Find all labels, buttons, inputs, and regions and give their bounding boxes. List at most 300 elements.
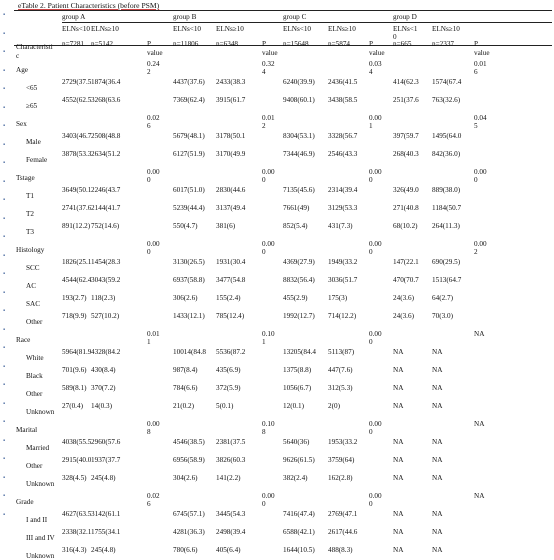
data-cell: NA <box>432 510 443 518</box>
data-cell: 690(29.5) <box>432 258 461 266</box>
data-cell: 589(8.1) <box>62 384 87 392</box>
p-value-header: P <box>474 40 478 48</box>
p-value: NA <box>474 330 485 338</box>
p-value: 0 <box>147 176 151 184</box>
category-label: Sex <box>16 120 27 128</box>
column-header: ELNs<1 <box>393 25 418 33</box>
data-cell: 3178(50.1 <box>216 132 246 140</box>
data-cell: 5(0.1) <box>216 402 234 410</box>
p-value-header: P <box>369 40 373 48</box>
data-cell: NA <box>432 438 443 446</box>
data-cell: 3129(53.3 <box>328 204 358 212</box>
data-cell: 4328(84.2 <box>91 348 121 356</box>
column-header: ELNs≥10 <box>216 25 244 33</box>
data-cell: 2915(40.0 <box>62 456 92 464</box>
p-value: 0.00 <box>369 492 382 500</box>
data-cell: 3438(58.5 <box>328 96 358 104</box>
margin-marker-icon: ▪ <box>3 308 6 314</box>
data-cell: 431(7.3) <box>328 222 353 230</box>
data-cell: 3036(51.7 <box>328 276 358 284</box>
p-value: 2 <box>262 122 266 130</box>
data-cell: 2830(44.6 <box>216 186 246 194</box>
data-cell: 9626(61.5) <box>283 456 315 464</box>
group-header: group B <box>173 13 197 21</box>
data-cell: 4038(55.5 <box>62 438 92 446</box>
p-value: 6 <box>147 122 151 130</box>
data-cell: 306(2.6) <box>173 294 198 302</box>
column-count: n=6348 <box>216 40 239 48</box>
data-cell: 714(12.2) <box>328 312 357 320</box>
data-cell: 1184(50.7 <box>432 204 462 212</box>
data-cell: NA <box>393 366 404 374</box>
data-cell: 1454(28.3 <box>91 258 121 266</box>
data-cell: 2960(57.6 <box>91 438 121 446</box>
data-cell: 414(62.3 <box>393 78 419 86</box>
margin-marker-icon: ▪ <box>3 123 6 129</box>
margin-marker-icon: ▪ <box>3 326 6 333</box>
data-cell: 4281(36.3) <box>173 528 205 536</box>
data-cell: 527(10.2) <box>91 312 120 320</box>
p-value: 8 <box>262 428 266 436</box>
margin-marker-icon: ▪ <box>3 400 6 407</box>
margin-marker-icon: ▪ <box>3 30 6 37</box>
data-cell: 64(2.7) <box>432 294 453 302</box>
p-value: 0 <box>262 500 266 508</box>
data-cell: 2433(38.3 <box>216 78 246 86</box>
subcategory-label: <65 <box>26 84 38 92</box>
data-cell: 9408(60.1) <box>283 96 315 104</box>
subcategory-label: SAC <box>26 300 40 308</box>
data-cell: 5113(87) <box>328 348 355 356</box>
column-header: 0 <box>393 33 397 41</box>
category-label: Age <box>16 66 28 74</box>
p-value: 0.24 <box>147 60 160 68</box>
column-header: ELNs<10 <box>62 25 91 33</box>
data-cell: 328(4.5) <box>62 474 87 482</box>
margin-marker-icon: ▪ <box>3 67 6 74</box>
p-value-header: value <box>147 49 163 57</box>
data-cell: 1574(67.4 <box>432 78 462 86</box>
data-cell: NA <box>393 348 404 356</box>
data-cell: 1513(64.7 <box>432 276 462 284</box>
data-cell: 4552(62.5 <box>62 96 92 104</box>
data-cell: 550(4.7) <box>173 222 198 230</box>
data-cell: 1644(10.5) <box>283 546 315 554</box>
p-value-header: value <box>369 49 385 57</box>
data-cell: 889(38.0) <box>432 186 461 194</box>
p-value: 0.00 <box>262 492 275 500</box>
data-cell: NA <box>432 384 443 392</box>
p-value: 6 <box>474 68 478 76</box>
data-cell: 3878(53.3 <box>62 150 92 158</box>
data-cell: 3130(26.5) <box>173 258 205 266</box>
data-cell: 1931(30.4 <box>216 258 246 266</box>
data-cell: NA <box>393 384 404 392</box>
data-cell: 24(3.6) <box>393 312 414 320</box>
data-cell: 2246(43.7 <box>91 186 121 194</box>
p-value: 0 <box>147 248 151 256</box>
data-cell: 7135(45.6) <box>283 186 315 194</box>
p-value: 0.00 <box>474 168 487 176</box>
data-cell: 7344(46.9) <box>283 150 315 158</box>
data-cell: 455(2.9) <box>283 294 308 302</box>
p-value: 0.00 <box>369 240 382 248</box>
data-cell: NA <box>393 510 404 518</box>
p-value: 0.00 <box>147 168 160 176</box>
subcategory-label: AC <box>26 282 36 290</box>
data-cell: 2508(48.8 <box>91 132 121 140</box>
data-cell: 7416(47.4) <box>283 510 315 518</box>
data-cell: 5536(87.2 <box>216 348 246 356</box>
data-cell: 1953(33.2 <box>328 438 358 446</box>
data-cell: NA <box>432 366 443 374</box>
category-label: Marital <box>16 426 38 434</box>
margin-marker-icon: ▪ <box>3 178 6 185</box>
data-cell: 155(2.4) <box>216 294 241 302</box>
margin-marker-icon: ▪ <box>3 49 6 55</box>
margin-marker-icon: ▪ <box>3 345 6 351</box>
data-cell: 3477(54.8 <box>216 276 246 284</box>
title-text: eTable 2. Patient Characteristics (before PSM) <box>18 1 160 10</box>
p-value: 0.10 <box>262 330 275 338</box>
data-cell: NA <box>432 546 443 554</box>
data-cell: 780(6.6) <box>173 546 198 554</box>
data-cell: 316(4.3) <box>62 546 87 554</box>
p-value: 0 <box>369 500 373 508</box>
margin-marker-icon: ▪ <box>3 234 6 240</box>
subcategory-label: Black <box>26 372 43 380</box>
data-cell: 2314(39.4 <box>328 186 358 194</box>
data-cell: 718(9.9) <box>62 312 87 320</box>
p-value: 0.00 <box>369 168 382 176</box>
data-cell: 5679(48.1) <box>173 132 205 140</box>
data-cell: NA <box>393 474 404 482</box>
margin-marker-icon: ▪ <box>3 86 6 92</box>
subcategory-label: Other <box>26 318 43 326</box>
column-header: ELNs<10 <box>173 25 202 33</box>
data-cell: 3915(61.7 <box>216 96 246 104</box>
data-cell: 3403(46.7 <box>62 132 92 140</box>
subcategory-label: T2 <box>26 210 34 218</box>
data-cell: 785(12.4) <box>216 312 245 320</box>
data-cell: 141(2.2) <box>216 474 241 482</box>
p-value: 0.00 <box>262 168 275 176</box>
p-value: 0 <box>262 248 266 256</box>
characteristic-header: c <box>16 52 20 60</box>
data-cell: 405(6.4) <box>216 546 241 554</box>
column-header: ELNs≥10 <box>328 25 356 33</box>
data-cell: NA <box>393 456 404 464</box>
p-value: 0.00 <box>369 420 382 428</box>
data-cell: 5640(36) <box>283 438 310 446</box>
data-cell: 763(32.6) <box>432 96 461 104</box>
subcategory-label: III and IV <box>26 534 55 542</box>
subcategory-label: SCC <box>26 264 40 272</box>
data-cell: 488(8.3) <box>328 546 353 554</box>
p-value: 0.00 <box>147 240 160 248</box>
p-value: 1 <box>147 338 151 346</box>
margin-marker-icon: ▪ <box>3 289 6 296</box>
data-cell: 68(10.2) <box>393 222 418 230</box>
data-cell: 2741(37.6 <box>62 204 92 212</box>
p-value-header: value <box>262 49 278 57</box>
column-count: n=15648 <box>283 40 309 48</box>
data-cell: 372(5.9) <box>216 384 241 392</box>
data-cell: NA <box>432 456 443 464</box>
category-label: Race <box>16 336 31 344</box>
data-cell: NA <box>393 546 404 554</box>
column-count: n=665 <box>393 40 412 48</box>
data-cell: 27(0.4) <box>62 402 83 410</box>
data-cell: 470(70.7 <box>393 276 419 284</box>
data-cell: 3445(54.3 <box>216 510 246 518</box>
p-value: 1 <box>369 122 373 130</box>
p-value: 0.02 <box>147 114 160 122</box>
data-cell: 193(2.7) <box>62 294 87 302</box>
data-cell: 1937(37.7 <box>91 456 121 464</box>
data-cell: 268(40.3 <box>393 150 419 158</box>
data-cell: 5239(44.4) <box>173 204 205 212</box>
data-cell: 12(0.1) <box>283 402 304 410</box>
p-value: 2 <box>474 248 478 256</box>
data-cell: 430(8.4) <box>91 366 116 374</box>
p-value: 0.01 <box>262 114 275 122</box>
column-header: ELNs≥10 <box>91 25 119 33</box>
table-title <box>18 1 159 10</box>
data-cell: 326(49.0 <box>393 186 419 194</box>
group-header: group D <box>393 13 417 21</box>
data-cell: 6127(51.9) <box>173 150 205 158</box>
data-cell: 2(0) <box>328 402 340 410</box>
margin-marker-icon: ▪ <box>3 437 6 444</box>
data-cell: 4544(62.4 <box>62 276 92 284</box>
data-cell: 245(4.8) <box>91 546 116 554</box>
subcategory-label: White <box>26 354 44 362</box>
margin-marker-icon: ▪ <box>3 252 6 259</box>
p-value-header: P <box>147 40 151 48</box>
data-cell: 251(37.6 <box>393 96 419 104</box>
data-cell: 784(6.6) <box>173 384 198 392</box>
p-value: 0.00 <box>262 240 275 248</box>
data-cell: NA <box>432 474 443 482</box>
data-cell: 3649(50.1 <box>62 186 92 194</box>
data-cell: 6937(58.8) <box>173 276 205 284</box>
group-header: group A <box>62 13 86 21</box>
data-cell: NA <box>432 348 443 356</box>
subcategory-label: Unknown <box>26 408 55 416</box>
data-cell: 2381(37.5 <box>216 438 246 446</box>
data-cell: 6588(42.1) <box>283 528 315 536</box>
data-cell: 752(14.6) <box>91 222 120 230</box>
data-cell: 10014(84.8 <box>173 348 206 356</box>
p-value: 0 <box>369 248 373 256</box>
data-cell: 891(12.2) <box>62 222 91 230</box>
data-cell: 13205(84.4 <box>283 348 316 356</box>
column-count: n=2337 <box>432 40 455 48</box>
p-value: 0.00 <box>369 330 382 338</box>
data-cell: 7369(62.4) <box>173 96 205 104</box>
p-value: 0.03 <box>369 60 382 68</box>
category-label: Histology <box>16 246 45 254</box>
subcategory-label: Female <box>26 156 48 164</box>
p-value: 0.02 <box>147 492 160 500</box>
data-cell: 8832(56.4) <box>283 276 315 284</box>
margin-marker-icon: ▪ <box>3 456 6 462</box>
column-count: n=5874 <box>328 40 351 48</box>
data-cell: 21(0.2) <box>173 402 194 410</box>
data-cell: 2634(51.2 <box>91 150 121 158</box>
data-cell: 397(59.7 <box>393 132 419 140</box>
data-cell: 447(7.6) <box>328 366 353 374</box>
data-cell: 271(40.8 <box>393 204 419 212</box>
p-value: 6 <box>147 500 151 508</box>
category-label: Tstage <box>16 174 35 182</box>
data-cell: 3142(61.1 <box>91 510 121 518</box>
subcategory-label: Married <box>26 444 50 452</box>
data-cell: 14(0.3) <box>91 402 112 410</box>
margin-marker-icon: ▪ <box>3 215 6 222</box>
data-cell: 312(5.3) <box>328 384 353 392</box>
margin-marker-icon: ▪ <box>3 197 6 203</box>
data-cell: 1874(36.4 <box>91 78 121 86</box>
data-cell: 1495(64.0 <box>432 132 462 140</box>
subcategory-label: ≥65 <box>26 102 38 110</box>
p-value: 2 <box>147 68 151 76</box>
data-cell: 382(2.4) <box>283 474 308 482</box>
data-cell: 118(2.3) <box>91 294 116 302</box>
data-cell: 6745(57.1) <box>173 510 205 518</box>
category-label: Grade <box>16 498 34 506</box>
data-cell: 1433(12.1) <box>173 312 205 320</box>
margin-marker-icon: ▪ <box>3 382 6 388</box>
p-value: 4 <box>369 68 373 76</box>
data-cell: 370(7.2) <box>91 384 116 392</box>
p-value: NA <box>474 492 485 500</box>
data-cell: NA <box>432 402 443 410</box>
margin-marker-icon: ▪ <box>3 12 6 18</box>
data-cell: 3759(64) <box>328 456 355 464</box>
subcategory-label: Other <box>26 390 43 398</box>
data-cell: 2436(41.5 <box>328 78 358 86</box>
data-cell: 1755(34.1 <box>91 528 121 536</box>
p-value: 0 <box>474 176 478 184</box>
table-rule <box>62 22 552 23</box>
data-cell: NA <box>393 402 404 410</box>
subcategory-label: I and II <box>26 516 48 524</box>
p-value: 0 <box>262 176 266 184</box>
data-cell: 852(5.4) <box>283 222 308 230</box>
data-cell: 381(6) <box>216 222 236 230</box>
data-cell: 304(2.6) <box>173 474 198 482</box>
p-value: 0.00 <box>474 240 487 248</box>
margin-marker-icon: ▪ <box>3 419 6 425</box>
data-cell: 4627(63.5 <box>62 510 92 518</box>
data-cell: 147(22.1 <box>393 258 419 266</box>
data-cell: 3328(56.7 <box>328 132 358 140</box>
data-cell: 987(8.4) <box>173 366 198 374</box>
data-cell: 2338(32.1 <box>62 528 92 536</box>
data-cell: 435(6.9) <box>216 366 241 374</box>
margin-marker-icon: ▪ <box>3 160 6 166</box>
data-cell: 162(2.8) <box>328 474 353 482</box>
data-cell: 6240(39.9) <box>283 78 315 86</box>
data-cell: 7661(49) <box>283 204 310 212</box>
data-cell: 4369(27.9) <box>283 258 315 266</box>
p-value: 0 <box>369 338 373 346</box>
data-cell: 3826(60.3 <box>216 456 246 464</box>
margin-marker-icon: ▪ <box>3 474 6 481</box>
column-count: n=11806 <box>173 40 199 48</box>
subcategory-label: Unknown <box>26 552 55 560</box>
margin-marker-icon: ▪ <box>3 511 6 518</box>
data-cell: 24(3.6) <box>393 294 414 302</box>
subcategory-label: Other <box>26 462 43 470</box>
margin-marker-icon: ▪ <box>3 493 6 499</box>
data-cell: 1375(8.8) <box>283 366 312 374</box>
subcategory-label: Male <box>26 138 41 146</box>
subcategory-label: T3 <box>26 228 34 236</box>
data-cell: NA <box>432 528 443 536</box>
data-cell: 8304(53.1) <box>283 132 315 140</box>
data-cell: 6017(51.0) <box>173 186 205 194</box>
p-value: 0.01 <box>147 330 160 338</box>
data-cell: 2729(37.5 <box>62 78 92 86</box>
column-header: ELNs≥10 <box>432 25 460 33</box>
p-value: 0.00 <box>147 420 160 428</box>
data-cell: 2498(39.4 <box>216 528 246 536</box>
data-cell: 4437(37.6) <box>173 78 205 86</box>
data-cell: 70(3.0) <box>432 312 453 320</box>
subcategory-label: T1 <box>26 192 34 200</box>
margin-gutter <box>0 0 14 518</box>
p-value: 0.00 <box>369 114 382 122</box>
p-value-header: P <box>262 40 266 48</box>
p-value: 0.04 <box>474 114 487 122</box>
column-count: n=5142 <box>91 40 114 48</box>
data-cell: NA <box>393 528 404 536</box>
p-value: 4 <box>262 68 266 76</box>
p-value: 1 <box>262 338 266 346</box>
data-cell: 1826(25.1 <box>62 258 92 266</box>
data-cell: 3268(63.6 <box>91 96 121 104</box>
margin-marker-icon: ▪ <box>3 104 6 111</box>
data-cell: 2144(41.7 <box>91 204 121 212</box>
p-value: 0.01 <box>474 60 487 68</box>
data-cell: 6956(58.9) <box>173 456 205 464</box>
data-cell: 1992(12.7) <box>283 312 315 320</box>
table-rule <box>14 10 552 11</box>
data-cell: 5964(81.9 <box>62 348 92 356</box>
data-cell: 2769(47.1 <box>328 510 358 518</box>
data-cell: 1056(6.7) <box>283 384 312 392</box>
subcategory-label: Unknown <box>26 480 55 488</box>
data-cell: 701(9.6) <box>62 366 87 374</box>
p-value: 0 <box>369 176 373 184</box>
column-header: ELNs<10 <box>283 25 312 33</box>
margin-marker-icon: ▪ <box>3 363 6 370</box>
p-value: 5 <box>474 122 478 130</box>
characteristic-header: Characteristi <box>16 43 53 51</box>
data-cell: 245(4.8) <box>91 474 116 482</box>
p-value: NA <box>474 420 485 428</box>
data-cell: 264(11.3) <box>432 222 460 230</box>
p-value-header: value <box>474 49 490 57</box>
margin-marker-icon: ▪ <box>3 141 6 148</box>
data-cell: 2617(44.6 <box>328 528 358 536</box>
group-header: group C <box>283 13 307 21</box>
data-cell: 3170(49.9 <box>216 150 246 158</box>
p-value: 0.32 <box>262 60 275 68</box>
